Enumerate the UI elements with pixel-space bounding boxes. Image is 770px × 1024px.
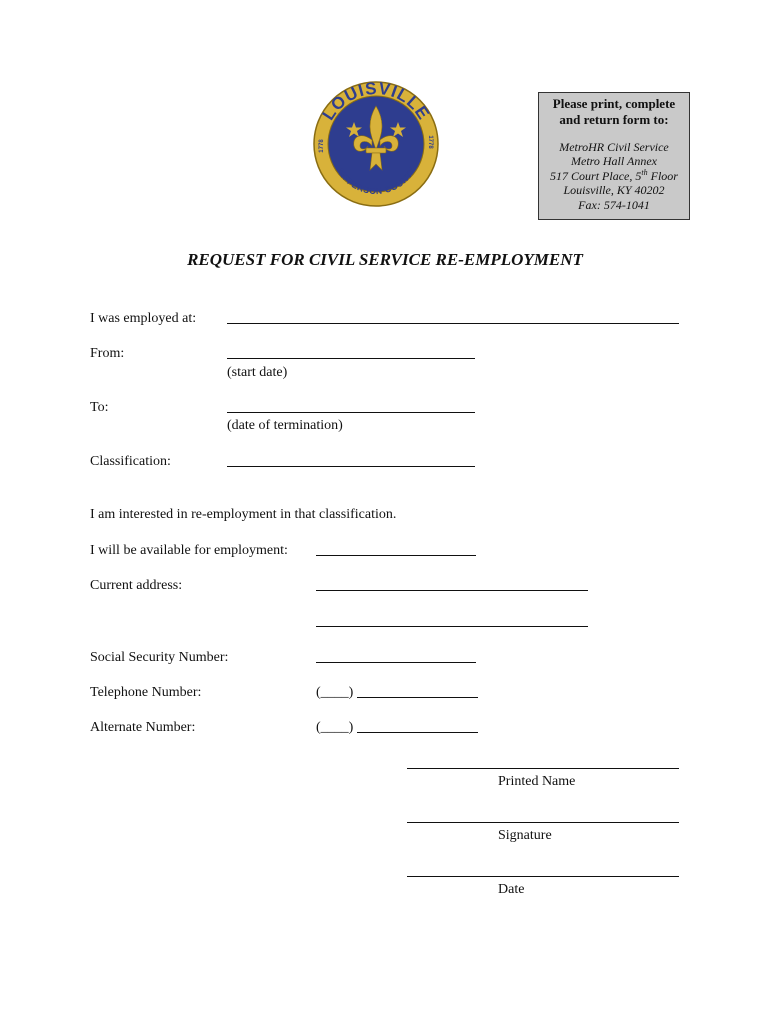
- start-date-hint: (start date): [227, 365, 288, 380]
- telephone-area-code[interactable]: (____): [316, 685, 354, 700]
- address-line1: MetroHR Civil Service: [559, 140, 669, 154]
- printed-name-label: Printed Name: [498, 774, 576, 789]
- printed-name-field[interactable]: [407, 768, 679, 769]
- to-label: To:: [90, 400, 109, 415]
- alternate-label: Alternate Number:: [90, 720, 196, 735]
- return-heading-line1: Please print, complete: [552, 96, 676, 111]
- telephone-label: Telephone Number:: [90, 685, 202, 700]
- seal-year-right: 1778: [427, 135, 433, 149]
- alternate-field[interactable]: [357, 732, 478, 733]
- address-line5: Fax: 574-1041: [578, 198, 650, 212]
- seal-year-left: 1778: [319, 139, 325, 153]
- return-heading-line2: and return form to:: [559, 112, 669, 127]
- signature-label: Signature: [498, 828, 552, 843]
- classification-label: Classification:: [90, 454, 171, 469]
- available-date-field[interactable]: [316, 555, 476, 556]
- current-address-label: Current address:: [90, 578, 183, 593]
- signature-field[interactable]: [407, 822, 679, 823]
- louisville-seal-logo: [312, 80, 440, 208]
- address-line2-field[interactable]: [316, 626, 588, 627]
- seal-county-text: JEFFERSON COUNTY: [334, 164, 418, 197]
- seal-city-text: LOUISVILLE: [318, 80, 434, 124]
- employed-at-label: I was employed at:: [90, 311, 197, 326]
- classification-field[interactable]: [227, 466, 475, 467]
- termination-date-field[interactable]: [227, 412, 475, 413]
- form-title: REQUEST FOR CIVIL SERVICE RE-EMPLOYMENT: [187, 250, 583, 269]
- start-date-field[interactable]: [227, 358, 475, 359]
- alternate-area-code[interactable]: (____): [316, 720, 354, 735]
- date-field[interactable]: [407, 876, 679, 877]
- date-label: Date: [498, 882, 525, 897]
- available-label: I will be available for employment:: [90, 543, 288, 558]
- ssn-field[interactable]: [316, 662, 476, 663]
- interest-statement: I am interested in re-employment in that classification.: [90, 507, 397, 522]
- employed-at-field[interactable]: [227, 323, 679, 324]
- address-line3: 517 Court Place, 5th Floor: [550, 168, 678, 183]
- address-line1-field[interactable]: [316, 590, 588, 591]
- telephone-field[interactable]: [357, 697, 478, 698]
- address-line4: Louisville, KY 40202: [563, 183, 665, 197]
- termination-date-hint: (date of termination): [227, 418, 343, 433]
- from-label: From:: [90, 346, 125, 361]
- address-line2: Metro Hall Annex: [571, 154, 657, 168]
- return-address-box: [538, 92, 690, 220]
- ssn-label: Social Security Number:: [90, 650, 229, 665]
